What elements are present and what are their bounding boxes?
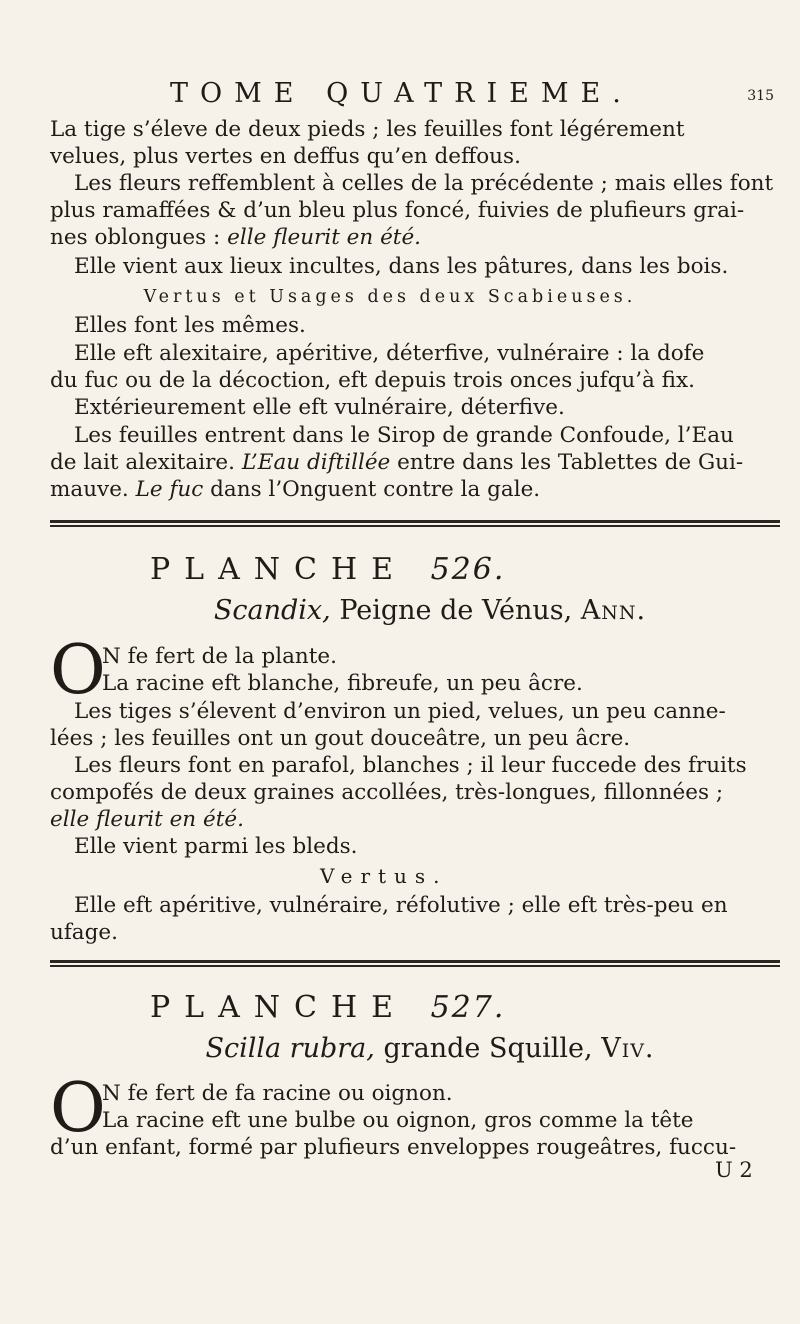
text-line: d’un enfant, formé par plufieurs enveloppes rougeâtres, fuccu- <box>50 1135 737 1160</box>
italic-text: L’Eau diftillée <box>241 450 391 475</box>
running-head <box>50 78 780 114</box>
text-line: La racine eft blanche, fibreufe, un peu âcre. <box>102 671 583 696</box>
text-line: Les tiges s’élevent d’environ un pied, velues, un peu canne- <box>74 699 726 724</box>
text-line: Elle eft alexitaire, apéritive, déterfive, vulnéraire : la dofe <box>74 341 705 366</box>
common-name: grande Squille, <box>383 1033 593 1064</box>
text-line: Les fleurs font en parafol, blanches ; il leur fuccede des fruits <box>74 753 747 778</box>
text-line: Extérieurement elle eft vulnéraire, déterfive. <box>74 395 565 420</box>
catchword: U 2 <box>715 1158 753 1182</box>
drop-cap: O <box>50 631 106 710</box>
plate-heading <box>150 990 505 1025</box>
text-line: N fe fert de fa racine ou oignon. <box>102 1081 453 1106</box>
text-line: lées ; les feuilles ont un gout douceâtre, un peu âcre. <box>50 726 631 751</box>
author-abbrev: Viv. <box>601 1033 655 1064</box>
text-line <box>50 224 421 252</box>
text-line: compofés de deux graines accollées, très-longues, fillonnées ; <box>50 780 724 805</box>
section-title: Vertus et Usages des deux Scabieuses. <box>143 287 637 307</box>
text-span: mauve. <box>50 477 129 502</box>
section-rule <box>50 960 780 967</box>
plate-number: 527. <box>430 990 506 1025</box>
text-line: velues, plus vertes en deffus qu’en deffous. <box>50 144 521 169</box>
italic-text: Le fuc <box>135 477 204 502</box>
plate-heading <box>150 552 505 587</box>
plate-label: PLANCHE <box>150 552 408 587</box>
page-number: 315 <box>747 88 774 104</box>
text-line: ufage. <box>50 920 118 945</box>
italic-text: elle fleurit en été. <box>50 807 244 832</box>
plate-label: PLANCHE <box>150 990 408 1025</box>
author-abbrev: Ann. <box>580 595 647 626</box>
text-line <box>50 806 244 834</box>
plant-name <box>50 1033 800 1064</box>
text-line: Elles font les mêmes. <box>74 313 306 338</box>
text-span: de lait alexitaire. <box>50 450 235 475</box>
text-line: Les feuilles entrent dans le Sirop de grande Confoude, l’Eau <box>74 423 734 448</box>
text-line: Elle vient aux lieux incultes, dans les pâtures, dans les bois. <box>74 254 729 279</box>
plant-name <box>50 595 800 626</box>
text-span: nes oblongues : <box>50 225 221 250</box>
text-line: La tige s’éleve de deux pieds ; les feuilles font légérement <box>50 117 685 142</box>
running-title: TOME QUATRIEME. <box>170 78 633 109</box>
text-line: Les fleurs reffemblent à celles de la précédente ; mais elles font <box>74 171 774 196</box>
plate-number: 526. <box>430 552 506 587</box>
text-line: Elle vient parmi les bleds. <box>74 834 358 859</box>
section-rule <box>50 520 780 527</box>
text-line: La racine eft une bulbe ou oignon, gros comme la tête <box>102 1108 694 1133</box>
text-line <box>50 449 743 477</box>
latin-name: Scilla rubra, <box>205 1033 375 1064</box>
latin-name: Scandix, <box>213 595 331 626</box>
vertus-heading: Vertus. <box>320 864 448 888</box>
common-name: Peigne de Vénus, <box>339 595 573 626</box>
text-line: plus ramaffées & d’un bleu plus foncé, fuivies de plufieurs grai- <box>50 198 745 223</box>
text-line: N fe fert de la plante. <box>102 644 337 669</box>
text-line: du fuc ou de la décoction, eft depuis trois onces jufqu’à fix. <box>50 368 695 393</box>
text-span: entre dans les Tablettes de Gui- <box>397 450 744 475</box>
book-page <box>50 0 780 1324</box>
text-line: Elle eft apéritive, vulnéraire, réfolutive ; elle eft très-peu en <box>74 893 728 918</box>
text-span: dans l’Onguent contre la gale. <box>210 477 541 502</box>
italic-text: elle fleurit en été. <box>227 225 422 250</box>
text-line <box>50 476 540 504</box>
drop-cap: O <box>50 1069 106 1148</box>
